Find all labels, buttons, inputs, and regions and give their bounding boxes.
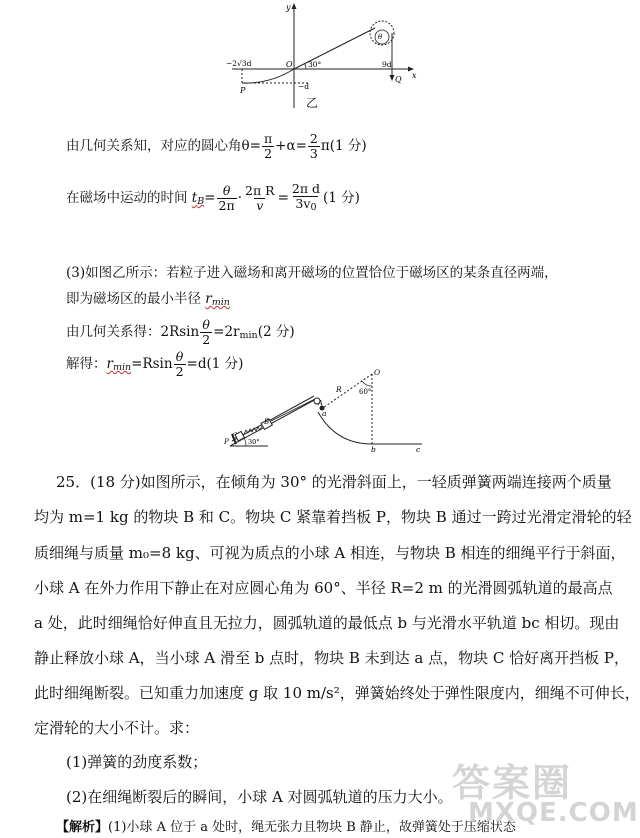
problem-line-3: 质细绳与质量 m₀=8 kg、可视为质点的小球 A 相连，与物块 B 相连的细绳平行于斜面， — [34, 544, 626, 562]
question-2: (2)在细绳断裂后的瞬间，小球 A 对圆弧轨道的压力大小。 — [66, 788, 453, 806]
watermark-url: MXQE.COM — [468, 798, 639, 828]
problem-line-6: 静止释放小球 A，当小球 A 滑至 b 点时，物块 B 未到达 a 点，物块 C 恰好离开挡板 P， — [34, 649, 630, 667]
analysis-tag: 【解析】 — [56, 820, 109, 835]
step-angle: 由几何关系知，对应的圆心角θ= $\frac{\pi}{2}$ +α= $\frac{2}{3}$ π(1 分) — [66, 131, 367, 161]
label-P: P — [224, 438, 229, 446]
geom-relation: 由几何关系得：2Rsin $\frac{\theta}{2}$ $=2r_{min}(2$ 分) — [66, 317, 295, 347]
trajectory-line — [294, 28, 375, 69]
problem-line-1: 25．(18 分)如图所示，在倾角为 30° 的光滑斜面上，一轻质弹簧两端连接两个质量 — [56, 473, 612, 491]
figure-incline — [218, 364, 430, 452]
solve-line: 解得：$r_{min}=Rsin$ $\frac{\theta}{2}$ =d(1 分) — [66, 349, 244, 379]
label-P: P — [240, 86, 246, 95]
label-O: O — [374, 368, 381, 377]
analysis-text: (1)小球 A 位于 a 处时，绳无张力且物块 B 静止，故弹簧处于压缩状态 — [108, 820, 516, 835]
question-1: (1)弹簧的劲度系数； — [66, 753, 208, 771]
part3-line2: 即为磁场区的最小半径 $r_{min}$ — [66, 291, 230, 308]
label-neg-d: −d — [298, 82, 310, 91]
label-C: C — [232, 432, 238, 440]
step-time: 在磁场中运动的时间 $t_B=$ $\frac{\theta}{2\pi}$ · $\frac{\text{2π R}}{v}$ = $\frac{\text{2π d}}{3v_0}$ (1 分) — [66, 181, 360, 213]
incline-top — [232, 396, 314, 441]
string — [271, 399, 315, 421]
problem-line-2: 均为 m=1 kg 的物块 B 和 C。物块 C 紧靠着挡板 P，物块 B 通过一跨过光滑定滑轮的轻 — [34, 508, 632, 526]
label-angle30: 30° — [308, 60, 322, 69]
label-A: A — [318, 399, 323, 407]
label-c: c — [416, 445, 421, 454]
label-theta: θ — [378, 33, 383, 41]
label-y: y — [286, 3, 291, 12]
label-B: B — [264, 418, 270, 426]
label-R: R — [336, 385, 342, 394]
label-30: 30° — [248, 438, 260, 446]
label-Q: Q — [395, 75, 402, 84]
part3-line1: (3)如图乙所示：若粒子进入磁场和离开磁场的位置恰位于磁场区的某条直径两端， — [66, 265, 558, 281]
problem-line-5: a 处，此时细绳恰好伸直且无拉力，圆弧轨道的最低点 b 与光滑水平轨道 bc 相切。现由 — [34, 614, 620, 632]
figure-yi-caption: 乙 — [306, 96, 319, 110]
trajectory-arc — [242, 69, 294, 83]
figure-yi — [220, 0, 430, 110]
y-axis-arrow — [292, 3, 297, 9]
label-9d: 9d — [382, 60, 392, 69]
label-60: 60° — [359, 388, 372, 396]
problem-line-8: 定滑轮的大小不计。求： — [34, 719, 200, 737]
label-b: b — [371, 445, 376, 454]
angle-30-arc — [244, 438, 246, 446]
q-arrow — [390, 75, 395, 81]
problem-line-7: 此时细绳断裂。已知重力加速度 g 取 10 m/s²，弹簧始终处于弹性限度内，细绳不可伸长， — [34, 684, 640, 702]
analysis-line — [56, 820, 516, 836]
label-x: x — [412, 71, 417, 80]
angle-arc — [305, 63, 307, 69]
angle-60-arc — [362, 381, 372, 386]
watermark-logo: 答案圈 — [452, 761, 573, 805]
label-neg2r3d: −2√3d — [226, 59, 252, 68]
label-a: a — [322, 409, 327, 418]
problem-line-4: 小球 A 在外力作用下静止在对应圆心角为 60°、半径 R=2 m 的光滑圆弧轨道的最高点 — [34, 579, 613, 597]
label-origin: O — [286, 60, 293, 69]
